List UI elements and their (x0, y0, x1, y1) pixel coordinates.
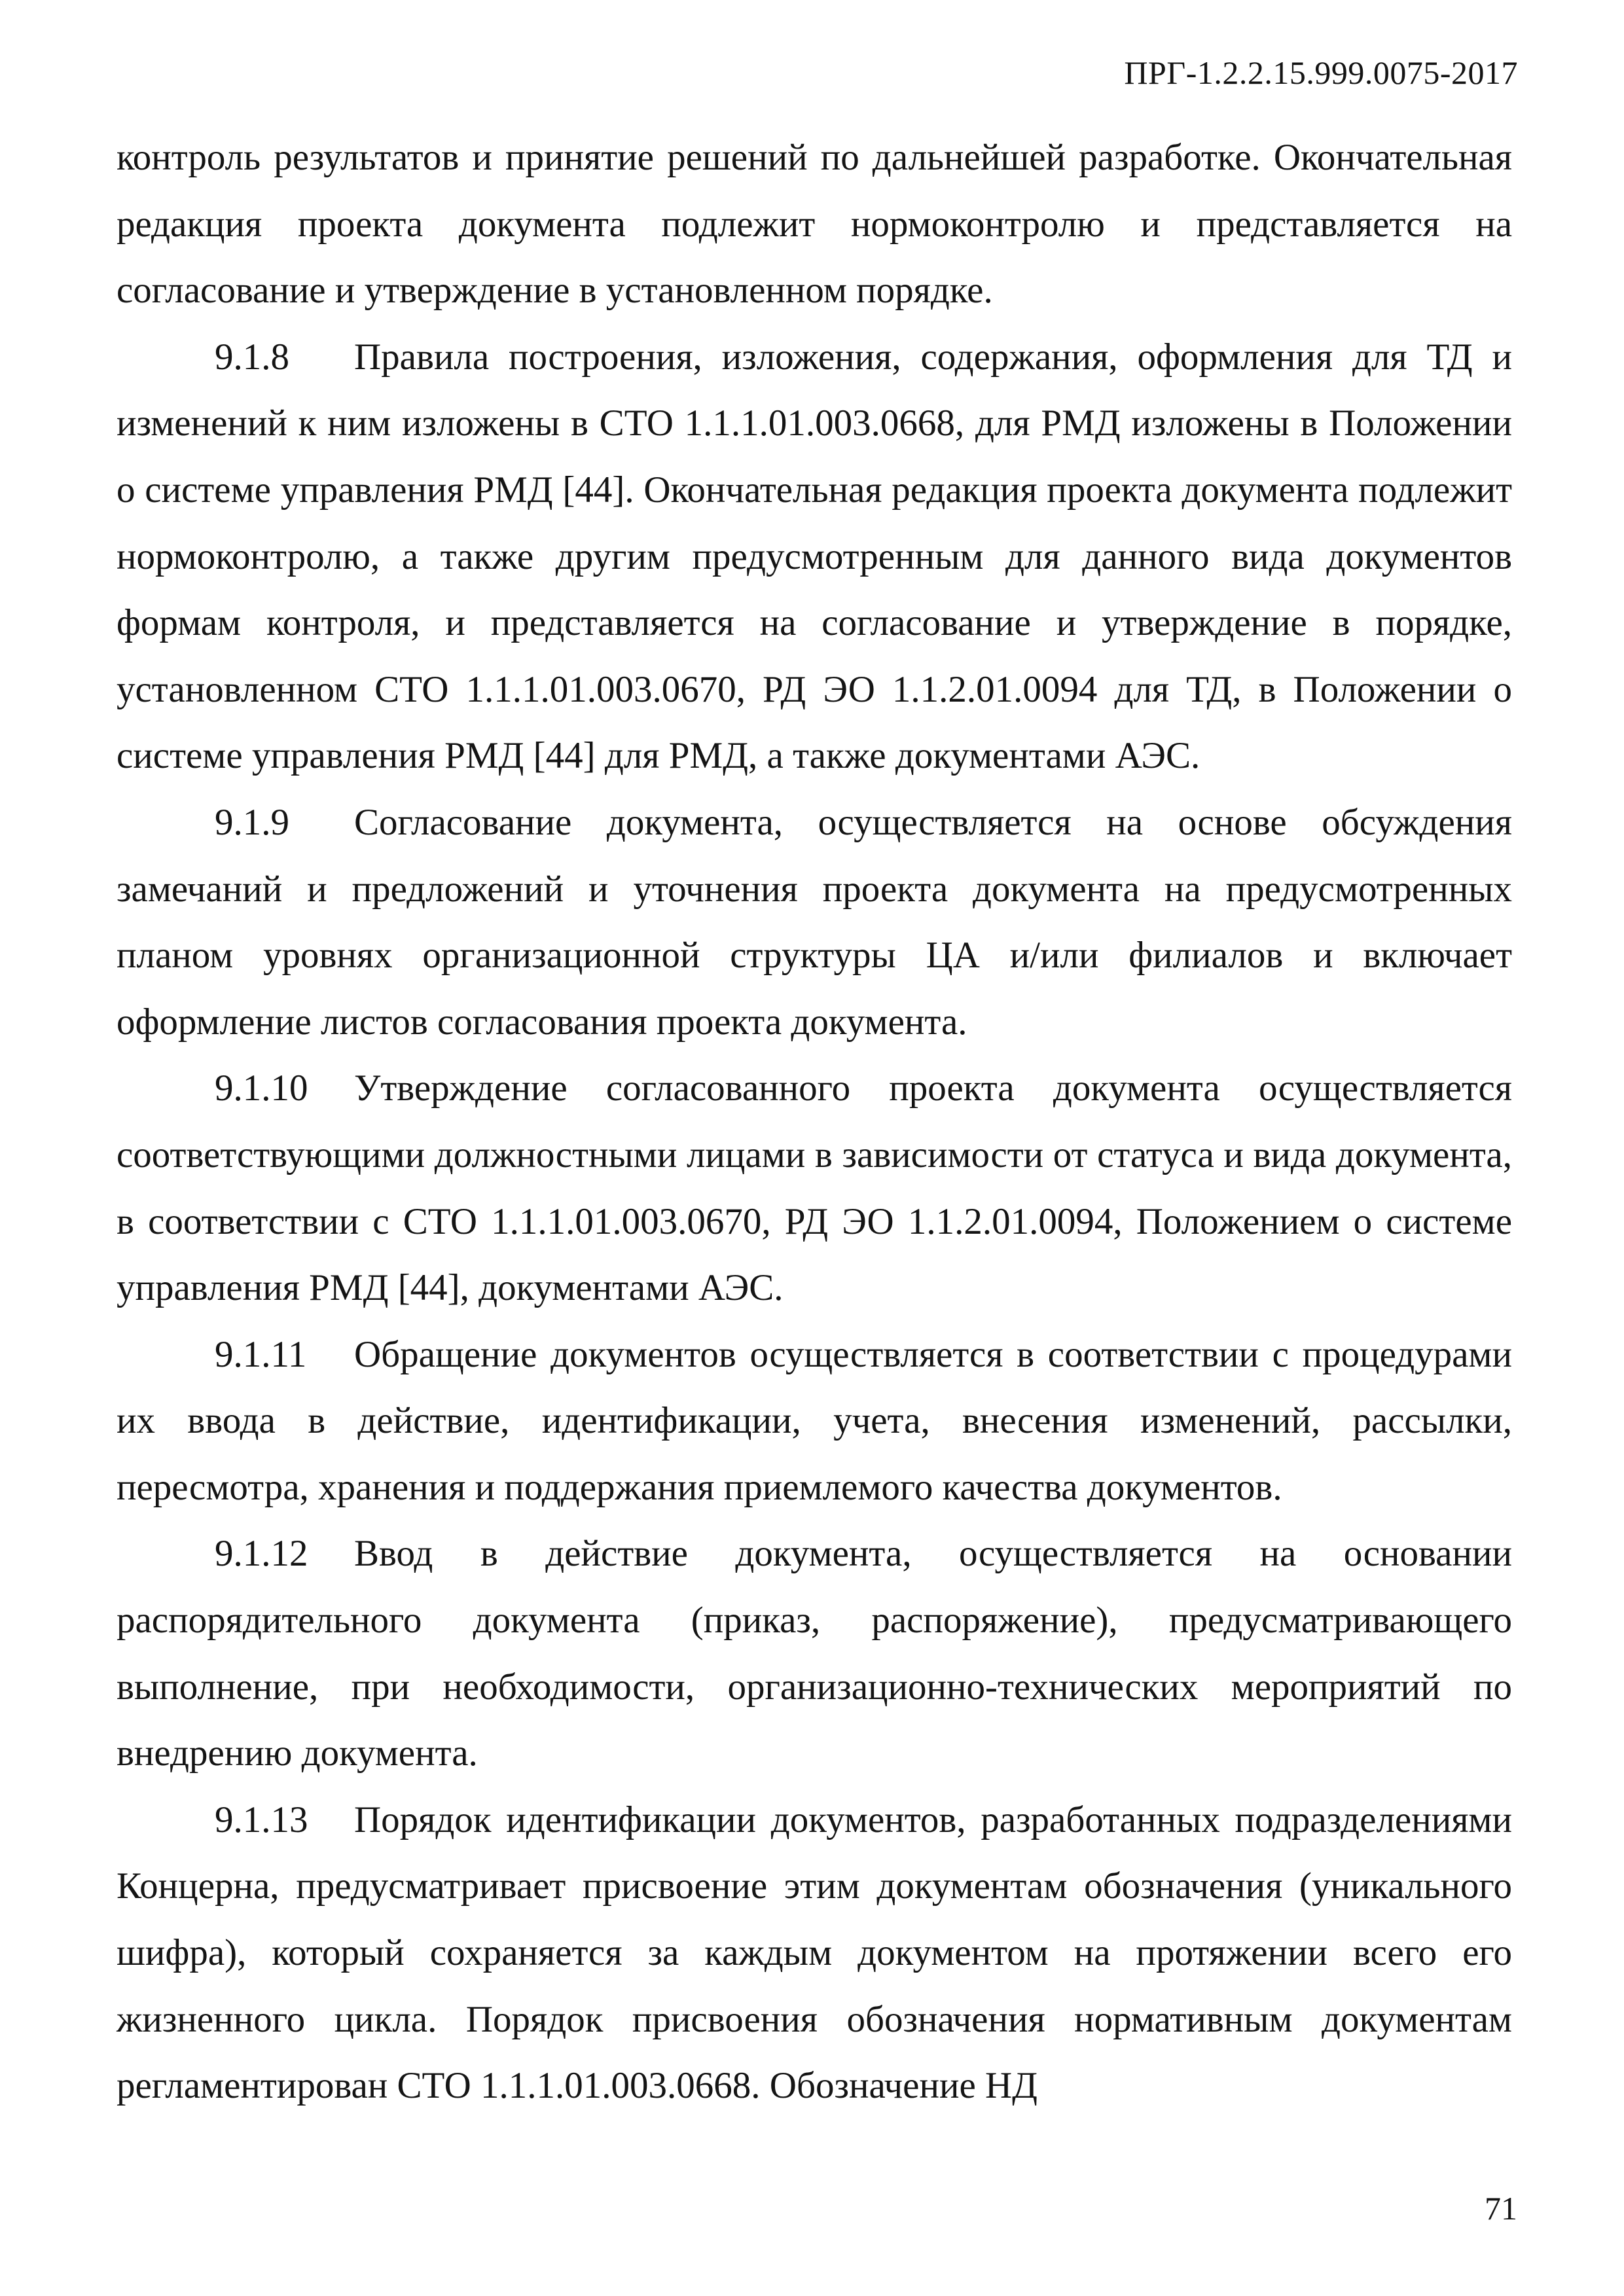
clause-text: Порядок идентификации документов, разработанных подразделениями Концерна, предусматривает присвоение этим документам обозначения (уникального шифра), который сохраняется за каждым документом на протяжении всего его жизненного цикла. Порядок присвоения обозначения нормативным документам регламентирован СТО 1.1.1.01.003.0668. Обозначение НД (117, 1799, 1512, 2107)
clause-9-1-10 (117, 1055, 1512, 1321)
document-body (117, 124, 1512, 2119)
document-code: ПРГ-1.2.2.15.999.0075-2017 (1124, 54, 1518, 91)
clause-9-1-12 (117, 1520, 1512, 1786)
clause-number: 9.1.11 (215, 1333, 307, 1375)
continuation-paragraph: контроль результатов и принятие решений по дальнейшей разработке. Окончательная редакция проекта документа подлежит нормоконтролю и представляется на согласование и утверждение в установленном порядке. (117, 137, 1512, 312)
clause-9-1-8 (117, 324, 1512, 789)
clause-9-1-11 (117, 1321, 1512, 1521)
clause-number: 9.1.12 (215, 1533, 308, 1575)
clause-number: 9.1.9 (215, 801, 289, 843)
clause-number: 9.1.8 (215, 336, 289, 378)
page-number: 71 (1485, 2190, 1517, 2227)
clause-number: 9.1.13 (215, 1799, 308, 1840)
clause-9-1-13 (117, 1787, 1512, 2119)
clause-text: Согласование документа, осуществляется на основе обсуждения замечаний и предложений и уточнения проекта документа на предусмотренных планом уровнях организационной структуры ЦА и/или филиалов и включает оформление листов согласования проекта документа. (117, 801, 1512, 1043)
clause-text: Правила построения, изложения, содержания, оформления для ТД и изменений к ним изложены в СТО 1.1.1.01.003.0668, для РМД изложены в Положении о системе управления РМД [44]. Окончательная редакция проекта документа подлежит нормоконтролю, а также другим предусмотренным для данного вида документов формам контроля, и представляется на согласование и утверждение в порядке, установленном СТО 1.1.1.01.003.0670, РД ЭО 1.1.2.01.0094 для ТД, в Положении о системе управления РМД [44] для РМД, а также документами АЭС. (117, 336, 1512, 777)
clause-number: 9.1.10 (215, 1067, 308, 1109)
clause-text: Ввод в действие документа, осуществляется на основании распорядительного документа (приказ, распоряжение), предусматривающего выполнение, при необходимости, организационно-технических мероприятий по внедрению документа. (117, 1533, 1512, 1774)
clause-text: Утверждение согласованного проекта документа осуществляется соответствующими должностными лицами в зависимости от статуса и вида документа, в соответствии с СТО 1.1.1.01.003.0670, РД ЭО 1.1.2.01.0094, Положением о системе управления РМД [44], документами АЭС. (117, 1067, 1512, 1309)
clause-text: Обращение документов осуществляется в соответствии с процедурами их ввода в действие, идентификации, учета, внесения изменений, рассылки, пересмотра, хранения и поддержания приемлемого качества документов. (117, 1333, 1512, 1508)
clause-9-1-9 (117, 789, 1512, 1055)
